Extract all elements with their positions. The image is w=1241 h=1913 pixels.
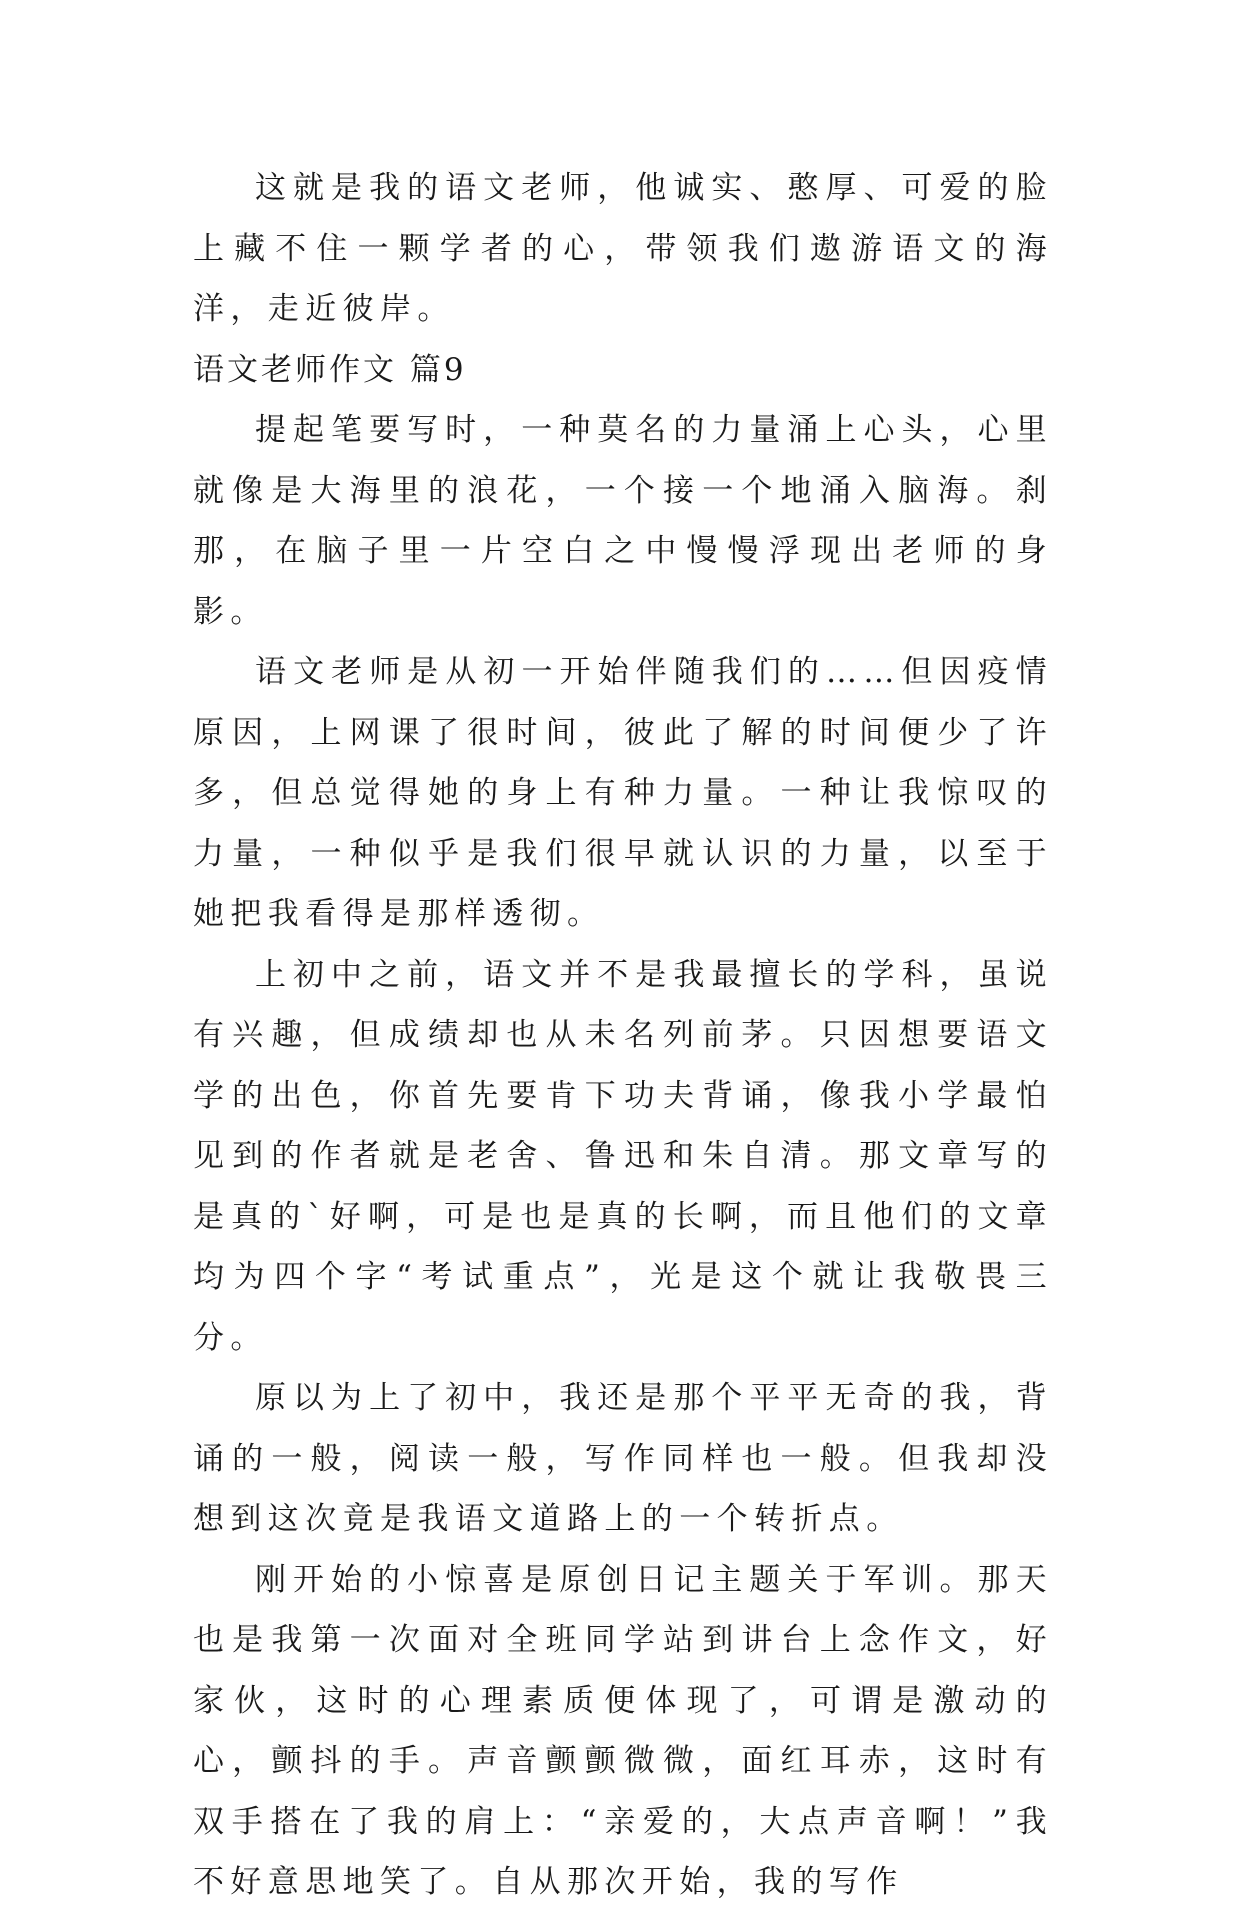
paragraph: 语文老师是从初一开始伴随我们的……但因疫情原因，上网课了很时间，彼此了解的时间便少了许多，但总觉得她的身上有种力量。一种让我惊叹的力量，一种似乎是我们很早就认识的力量，以至于她把我看得是那样透彻。 [193, 654, 1053, 932]
paragraph: 刚开始的小惊喜是原创日记主题关于军训。那天也是我第一次面对全班同学站到讲台上念作文，好家伙，这时的心理素质便体现了，可谓是激动的心，颤抖的手。声音颤颤微微，面红耳赤，这时有双手搭在了我的肩上：“亲爱的，大点声音啊！”我不好意思地笑了。自从那次开始，我的写作 [193, 1561, 1053, 1900]
paragraph: 上初中之前，语文并不是我最擅长的学科，虽说有兴趣，但成绩却也从未名列前茅。只因想要语文学的出色，你首先要肯下功夫背诵，像我小学最怕见到的作者就是老舍、鲁迅和朱自清。那文章写的是真的`好啊，可是也是真的长啊，而且他们的文章均为四个字“考试重点”，光是这个就让我敬畏三分。 [193, 956, 1053, 1356]
paragraph: 提起笔要写时，一种莫名的力量涌上心头，心里就像是大海里的浪花，一个接一个地涌入脑海。刹那，在脑子里一片空白之中慢慢浮现出老师的身影。 [193, 412, 1053, 630]
document-body [193, 158, 1053, 1913]
paragraph: 原以为上了初中，我还是那个平平无奇的我，背诵的一般，阅读一般，写作同样也一般。但我却没想到这次竟是我语文道路上的一个转折点。 [193, 1380, 1053, 1537]
section-heading: 语文老师作文 篇9 [193, 351, 467, 388]
paragraph: 这就是我的语文老师，他诚实、憨厚、可爱的脸上藏不住一颗学者的心，带领我们遨游语文的海洋，走近彼岸。 [193, 170, 1053, 327]
